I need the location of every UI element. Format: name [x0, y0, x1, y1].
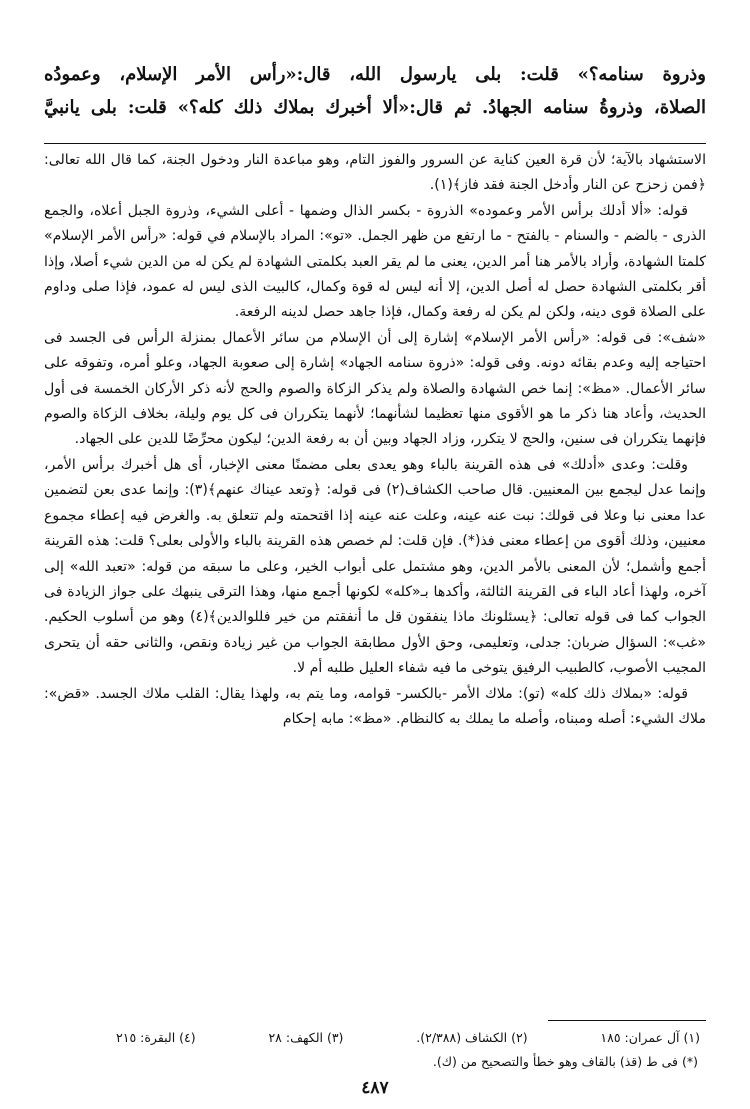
footnote-references [44, 1026, 706, 1050]
footnote-ref: (٣) الكهف: ٢٨ [268, 1030, 344, 1045]
page-number: ٤٨٧ [361, 1078, 389, 1098]
commentary-paragraph: «شف»: فى قوله: «رأس الأمر الإسلام» إشارة إلى أن الإسلام من سائر الأعمال بمنزلة الرأس فى الجسد فى احتياجه إليه وعدم بقائه دونه. وفى قوله: «ذروة سنامه الجهاد» إشارة إلى صعوبة الجهاد، وعلو أمره، وتفوقه على سائر الأعمال. «مظ»: إنما خص الشهادة والصلاة ولم يذكر الزكاة والصوم والحج لأنه ذكر الأركان الخمسة فى أول الحديث، وأعاد هنا ذكر ما هو الأقوى منها تعظيما لشأنهما؛ لأنهما يتكرران فى كل يوم وليلة، بخلاف الزكاة والصوم فإنهما يتكرران فى سنين، والحج لا يتكرر، وزاد الجهاد وبين أن به رفعة الدين؛ ليكون محرِّضًا للدين على الجهاد. [44, 329, 706, 448]
commentary-paragraph: قوله: «بملاك ذلك كله» (تو): ملاك الأمر -بالكسر- قوامه، وما يتم به، ولهذا يقال: القلب ملاك الجسد. «قض»: ملاك الشيء: أصله ومبناه، وأصله ما يملك به كالنظام. «مظ»: مابه إحكام [44, 685, 706, 727]
hadith-text [44, 58, 706, 124]
commentary-text [44, 148, 706, 732]
commentary-paragraph: وقلت: وعدى «أدلك» فى هذه القرينة بالباء وهو يعدى بعلى مضمنًا معنى الإخبار، أى هل أخبرك برأس الأمر، وإنما عدل ليجمع بين المعنيين. قال صاحب الكشاف(٢) فى قوله: ﴿وتعد عيناك عنهم﴾(٣): وإنما عدى بعن لتضمين عدا معنى نبا وعلا فى قولك: نبت عنه عينه، وعلت عنه عينه إذا اقتحمته ولم تتعلق به. والغرض فيه إعطاء مجموع معنيين، وذلك أقوى من إعطاء معنى فذ(*). فإن قلت: لم خصص هذه القرينة بالباء والأولى بعلى؟ قلت: هذه القرينة أجمع وأشمل؛ لأن المعنى بالأمر الدين، وهو مشتمل على أبواب الخير، وعلى ما سبقه من قوله: «تعبد الله» إلى آخره، ولهذا أعاد الباء فى القرينة الثالثة، وأكدها بـ«كله» لكونها أجمع منها، وهذا الترقى ينبهك على جواز الزيادة فى الجواب كما فى قوله تعالى: ﴿يسئلونك ماذا ينفقون قل ما أنفقتم من خير فللوالدين﴾(٤) وهو من أسلوب الحكيم. «غب»: السؤال ضربان: جدلى، وتعليمى، وحق الأول مطابقة الجواب من غير زيادة ونقص، والثانى حقه أن يتحرى المجيب الأصوب، كالطبيب الرفيق يتوخى ما فيه شفاء العليل طلبه أم لا. [44, 456, 707, 677]
hadith-line: الصلاة، وذروةُ سنامه الجهادُ. ثم قال:«ألا أخبرك بملاك ذلك كله؟» قلت: بلى يانبيَّ [44, 97, 706, 118]
footnote-ref: (٤) البقرة: ٢١٥ [116, 1030, 196, 1045]
document-page [44, 0, 706, 1109]
commentary-paragraph: الاستشهاد بالآية؛ لأن قرة العين كناية عن السرور والفوز التام، وهو مباعدة النار ودخول الجنة، كما قال الله تعالى: ﴿فمن زحزح عن النار وأدخل الجنة فقد فاز﴾(١). [44, 152, 706, 194]
footnotes [44, 1026, 706, 1074]
hadith-line: وذروة سنامه؟» قلت: بلى يارسول الله، قال:«رأس الأمر الإسلام، وعمودُه [44, 64, 706, 85]
footnote-ref: (١) آل عمران: ١٨٥ [600, 1030, 700, 1045]
text-separator-rule [44, 143, 706, 144]
footnote-editorial-note: (*) فى ط (قذ) بالقاف وهو خطأ والتصحيح من (ك). [432, 1054, 698, 1069]
commentary-paragraph: قوله: «ألا أدلك برأس الأمر وعموده» الذروة - بكسر الذال وضمها - أعلى الشيء، وذروة الجبل أعلاه، والجمع الذرى - بالضم - والسنام - بالفتح - ما ارتفع من ظهر الجمل. «تو»: المراد بالإسلام في قوله: «رأس الأمر الإسلام» كلمتا الشهادة، وأراد بالأمر هنا أمر الدين، يعنى ما لم يقر العبد بكلمتى الشهادة لم يكن له من الدين شيء أصلا، وإذا أقر بكلمتى الشهادة حصل له أصل الدين، إلا أنه ليس له قوة وكمال، كالبيت الذى ليس له عمود، فإذا صلى وداوم على الصلاة قوى دينه، ولكن لم يكن له رفعة وكمال، فإذا جاهد حصل لدينه الرفعة. [44, 202, 706, 321]
footnote-ref: (٢) الكشاف (٢/٣٨٨). [416, 1030, 528, 1045]
footnote-separator-rule [548, 1020, 706, 1021]
